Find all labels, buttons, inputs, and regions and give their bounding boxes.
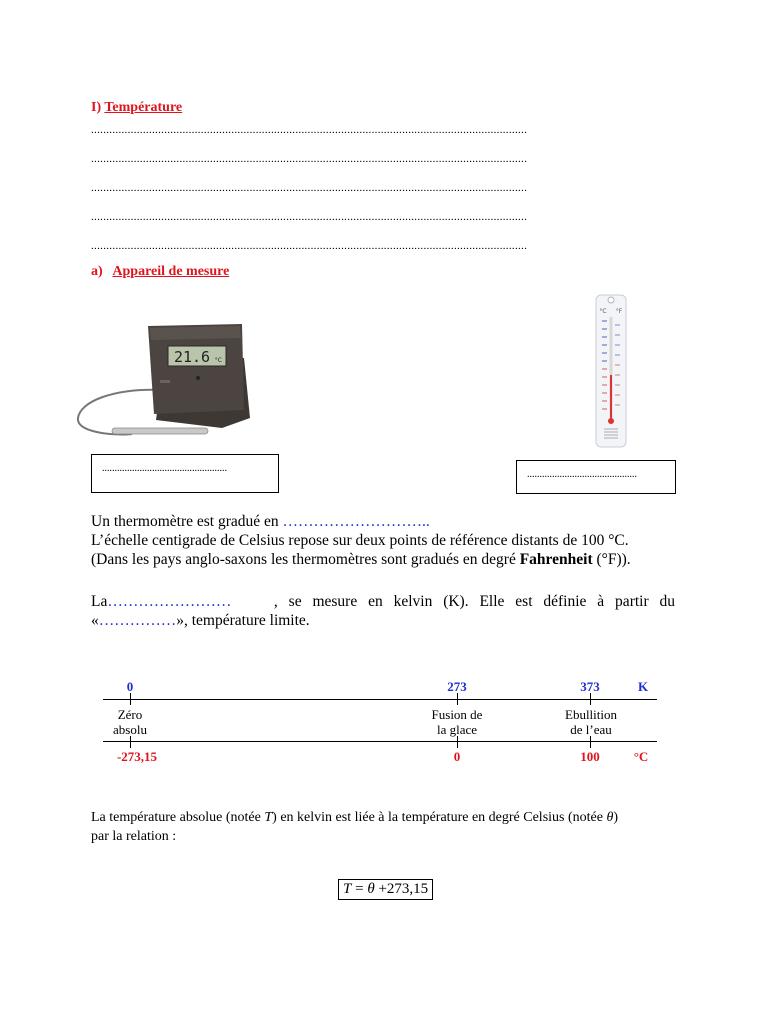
- kelvin-unit: K: [637, 679, 649, 694]
- dotted-line: ...............................................................................................................................................: [91, 240, 528, 252]
- text: (°F)).: [592, 551, 631, 568]
- paragraph-kelvin: [91, 592, 675, 630]
- blank: ……………………: [107, 593, 232, 610]
- tick: [130, 736, 131, 748]
- formula-T: T: [343, 881, 352, 897]
- text: La température absolue (notée: [91, 810, 265, 825]
- answer-box-dots: ............................................: [527, 469, 637, 480]
- scale-left-label: °C: [599, 308, 607, 315]
- formula-eq: =: [351, 881, 368, 897]
- relation-text: [91, 808, 675, 846]
- text: », température limite.: [176, 612, 310, 629]
- kelvin-value: 273: [447, 679, 467, 694]
- tick: [457, 736, 458, 748]
- blank: ……………: [98, 612, 177, 629]
- formula-box: [338, 879, 433, 900]
- formula-theta: θ: [367, 881, 375, 897]
- text: ) en kelvin est liée à la température en degré Celsius (notée: [272, 810, 607, 825]
- blank: ………………………..: [282, 513, 430, 530]
- analog-thermometer-image: [594, 289, 628, 449]
- label-line: Zéro: [117, 707, 143, 722]
- celsius-value: 0: [453, 749, 461, 764]
- digital-thermometer-image: [72, 318, 252, 446]
- paragraph-line: par la relation :: [91, 829, 177, 844]
- dotted-line: ...............................................................................................................................................: [91, 124, 528, 136]
- paragraph-line: L’échelle centigrade de Celsius repose sur deux points de référence distants de 100 °C.: [91, 532, 629, 549]
- paragraph-line: [91, 512, 675, 531]
- symbol-theta: θ: [606, 810, 614, 825]
- display-value: 21.6: [173, 348, 211, 366]
- paragraph-line: [91, 808, 675, 827]
- scale-right-label: °F: [615, 308, 623, 315]
- display-unit: °C: [214, 357, 222, 364]
- celsius-axis: [103, 741, 657, 742]
- paragraph-celsius: [91, 512, 675, 569]
- subsection-heading: [91, 264, 229, 280]
- bold-term: Fahrenheit: [519, 551, 593, 568]
- celsius-value: 100: [580, 749, 600, 764]
- text: , se mesure en kelvin (K). Elle est définie à partir du: [273, 593, 675, 610]
- subsection-number: a): [91, 264, 103, 279]
- text: «: [91, 612, 99, 629]
- celsius-unit: °C: [633, 749, 649, 764]
- paragraph-line: [91, 611, 675, 630]
- section-title: Température: [104, 100, 183, 115]
- celsius-value: -273,15: [116, 749, 158, 764]
- formula-rhs: +273,15: [374, 881, 429, 897]
- label-line: de l’eau: [570, 722, 612, 737]
- text: (Dans les pays anglo-saxons les thermomètres sont gradués en degré: [91, 551, 520, 568]
- point-label: [90, 707, 170, 737]
- label-line: absolu: [113, 722, 147, 737]
- paragraph-line: [91, 592, 675, 611]
- text: La: [91, 593, 108, 610]
- section-heading: [91, 100, 182, 116]
- tick: [590, 736, 591, 748]
- label-line: Fusion de: [431, 707, 483, 722]
- dotted-line: ...............................................................................................................................................: [91, 182, 528, 194]
- answer-box-analog[interactable]: [516, 460, 676, 494]
- text: Un thermomètre est gradué en: [91, 513, 283, 530]
- paragraph-line: [91, 550, 675, 569]
- answer-box-dots: ..................................................: [102, 463, 227, 474]
- label-line: Ebullition: [565, 707, 617, 722]
- symbol-T: T: [264, 810, 273, 825]
- label-line: la glace: [436, 722, 478, 737]
- subsection-title: Appareil de mesure: [112, 264, 230, 279]
- text: ): [613, 810, 619, 825]
- kelvin-axis: [103, 699, 657, 700]
- section-number: I): [91, 100, 102, 115]
- answer-box-digital[interactable]: [91, 454, 279, 493]
- kelvin-value: 0: [126, 679, 134, 694]
- kelvin-value: 373: [580, 679, 600, 694]
- dotted-line: ...............................................................................................................................................: [91, 153, 528, 165]
- point-label: [546, 707, 636, 737]
- dotted-line: ...............................................................................................................................................: [91, 211, 528, 223]
- point-label: [412, 707, 502, 737]
